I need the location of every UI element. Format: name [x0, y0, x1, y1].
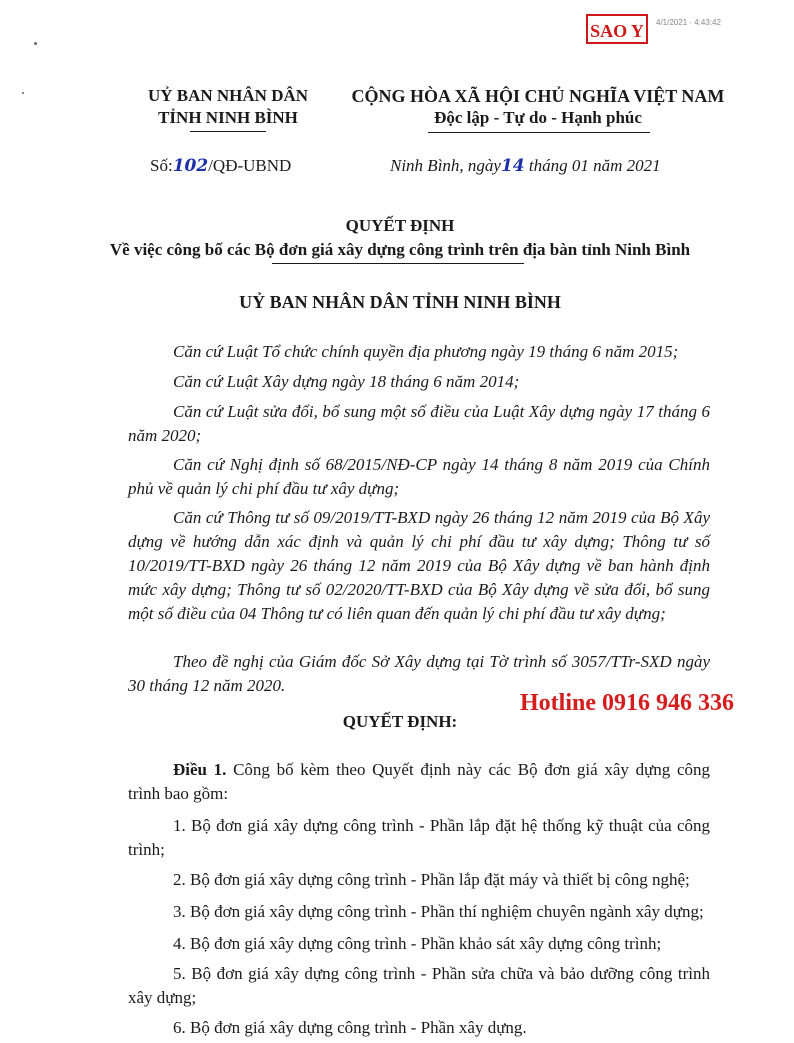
sao-y-stamp: SAO Y	[586, 14, 648, 44]
article-1	[128, 758, 710, 806]
issuer-title: UỶ BAN NHÂN DÂN TỈNH NINH BÌNH	[239, 292, 561, 312]
document-number	[150, 156, 291, 176]
motto-rule	[428, 132, 650, 133]
subject-rule	[272, 263, 524, 264]
date-day-handwritten: 14	[500, 156, 525, 176]
nation-title: CỘNG HÒA XÃ HỘI CHỦ NGHĨA VIỆT NAM	[351, 86, 725, 106]
list-item: 3. Bộ đơn giá xây dựng công trình - Phần thí nghiệm chuyên ngành xây dựng;	[173, 902, 704, 921]
date-prefix: Ninh Bình, ngày	[390, 156, 501, 175]
header-left-rule	[190, 131, 266, 132]
issue-date	[390, 156, 661, 176]
number-suffix: /QĐ-UBND	[208, 156, 292, 175]
decision-title: QUYẾT ĐỊNH	[345, 216, 455, 235]
stamp-meta: 4/1/2021 · 4:43:42	[656, 18, 721, 27]
list-item: 2. Bộ đơn giá xây dựng công trình - Phần lắp đặt máy và thiết bị công nghệ;	[173, 870, 690, 889]
list-item: 6. Bộ đơn giá xây dựng công trình - Phần xây dựng.	[173, 1018, 527, 1037]
scan-speck	[22, 92, 24, 94]
decides-title: QUYẾT ĐỊNH:	[342, 712, 458, 731]
basis-paragraph: Theo đề nghị của Giám đốc Sở Xây dựng tại Tờ trình số 3057/TTr-SXD ngày 30 tháng 12 năm 2020.	[128, 652, 710, 695]
decision-subject: Về việc công bố các Bộ đơn giá xây dựng công trình trên địa bàn tỉnh Ninh Bình	[109, 240, 691, 259]
date-suffix: tháng 01 năm 2021	[524, 156, 661, 175]
basis-paragraph: Căn cứ Luật Xây dựng ngày 18 tháng 6 năm 2014;	[173, 372, 520, 391]
hotline-watermark: Hotline 0916 946 336	[520, 690, 734, 716]
basis-paragraph: Căn cứ Luật sửa đổi, bổ sung một số điều của Luật Xây dựng ngày 17 tháng 6 năm 2020;	[128, 402, 710, 445]
basis-paragraph: Căn cứ Nghị định số 68/2015/NĐ-CP ngày 14 tháng 8 năm 2019 của Chính phủ về quản lý chi phí đầu tư xây dựng;	[128, 455, 710, 498]
scan-speck	[34, 42, 37, 45]
list-item: 1. Bộ đơn giá xây dựng công trình - Phần lắp đặt hệ thống kỹ thuật của công trình;	[128, 816, 710, 859]
article-1-label: Điều 1.	[173, 760, 227, 779]
agency-name: UỶ BAN NHÂN DÂN	[147, 86, 309, 105]
basis-paragraph: Căn cứ Thông tư số 09/2019/TT-BXD ngày 26 tháng 12 năm 2019 của Bộ Xây dựng về hướng dẫn xác định và quản lý chi phí đầu tư xây dựng; Thông tư số 10/2019/TT-BXD ngày 26 tháng 12 năm 2019 của Bộ Xây dựng về ban hành định mức xây dựng; Thông tư số 02/2020/TT-BXD của Bộ Xây dựng về sửa đổi, bổ sung một số điều của 04 Thông tư có liên quan đến quản lý chi phí đầu tư xây dựng;	[128, 508, 710, 623]
number-handwritten: 102	[172, 156, 209, 176]
nation-motto: Độc lập - Tự do - Hạnh phúc	[434, 108, 642, 127]
article-1-text: Công bố kèm theo Quyết định này các Bộ đơn giá xây dựng công trình bao gồm:	[128, 760, 710, 803]
list-item: 5. Bộ đơn giá xây dựng công trình - Phần sửa chữa và bảo dưỡng công trình xây dựng;	[128, 964, 710, 1007]
basis-paragraph: Căn cứ Luật Tổ chức chính quyền địa phương ngày 19 tháng 6 năm 2015;	[173, 342, 679, 361]
province-name: TỈNH NINH BÌNH	[158, 108, 298, 127]
list-item: 4. Bộ đơn giá xây dựng công trình - Phần khảo sát xây dựng công trình;	[173, 934, 662, 953]
number-prefix: Số:	[150, 156, 173, 175]
